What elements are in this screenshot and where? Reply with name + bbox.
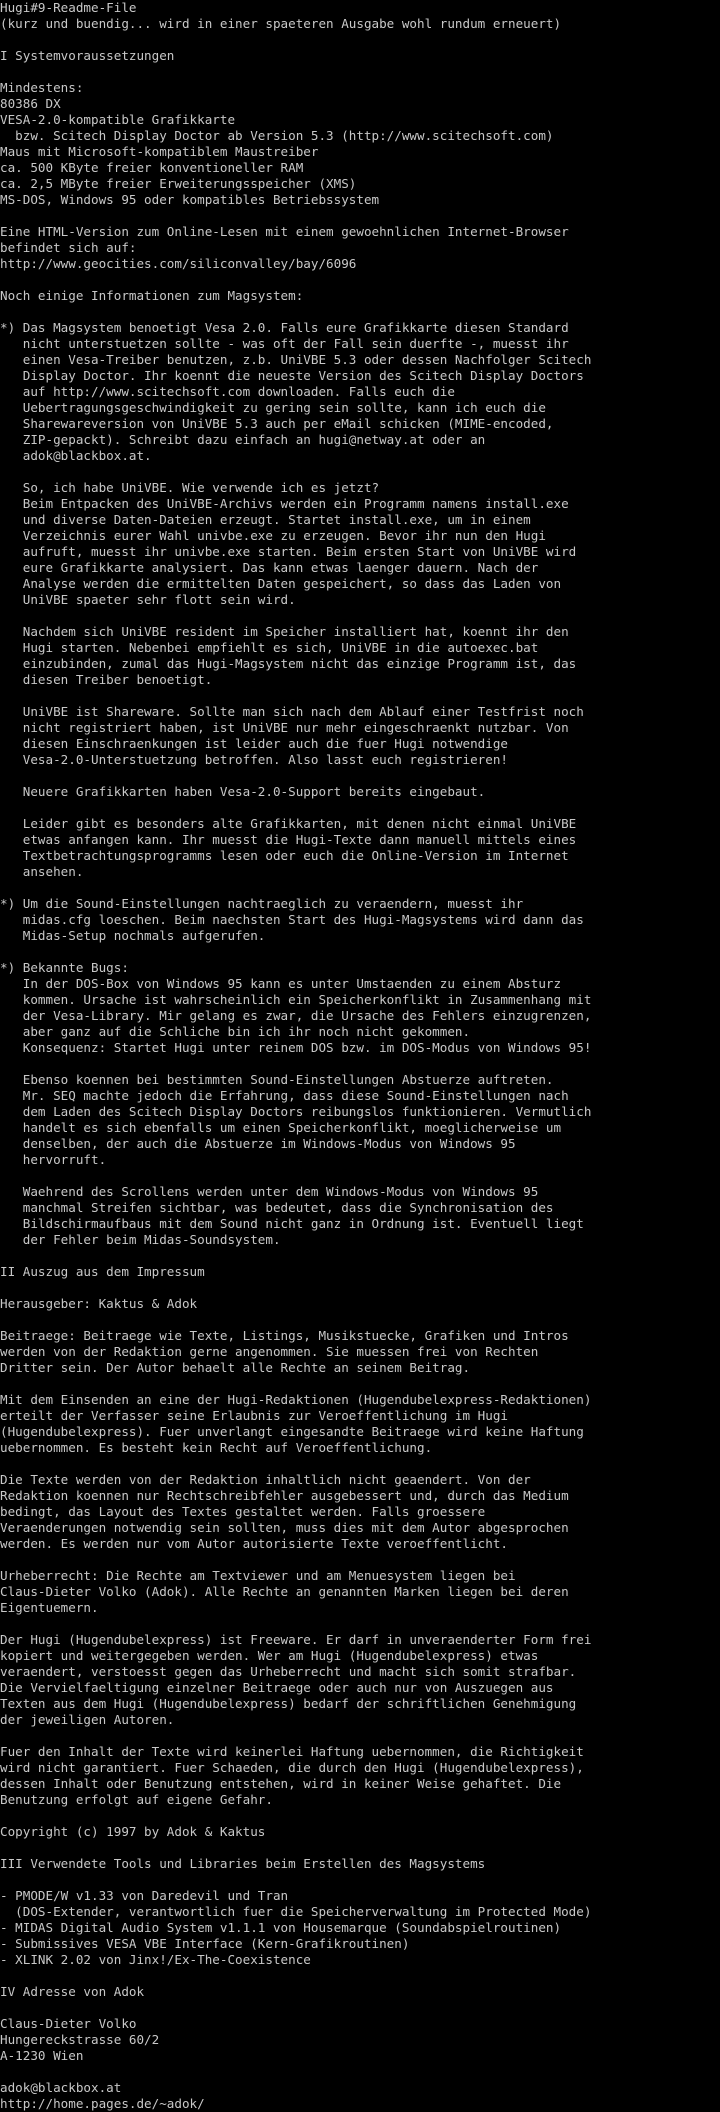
text-line: diesen Treiber benoetigt. — [0, 672, 213, 687]
text-line: Maus mit Microsoft-kompatiblem Maustreiber — [0, 144, 319, 159]
text-line: uebernommen. Es besteht kein Recht auf Veroeffentlichung. — [0, 1440, 433, 1455]
text-line: UniVBE spaeter sehr flott sein wird. — [0, 592, 296, 607]
text-line: II Auszug aus dem Impressum — [0, 1264, 205, 1279]
text-line: Herausgeber: Kaktus & Adok — [0, 1296, 198, 1311]
text-line: Vesa-2.0-Unterstuetzung betroffen. Also lasst euch registrieren! — [0, 752, 508, 767]
text-line: hervorruft. — [0, 1152, 107, 1167]
text-line: 80386 DX — [0, 96, 61, 111]
text-line: dem Laden des Scitech Display Doctors reibungslos funktionieren. Vermutlich — [0, 1104, 592, 1119]
text-line: So, ich habe UniVBE. Wie verwende ich es jetzt? — [0, 480, 380, 495]
text-line — [0, 304, 720, 320]
text-line: Beitraege: Beitraege wie Texte, Listings, Musikstuecke, Grafiken und Intros — [0, 1328, 569, 1343]
text-line — [0, 1968, 720, 1984]
text-line: III Verwendete Tools und Libraries beim Erstellen des Magsystems — [0, 1856, 486, 1871]
text-line — [0, 1280, 720, 1296]
text-line — [0, 1248, 720, 1264]
text-line: Texten aus dem Hugi (Hugendubelexpress) bedarf der schriftlichen Genehmigung — [0, 1696, 577, 1711]
text-line: UniVBE ist Shareware. Sollte man sich nach dem Ablauf einer Testfrist noch — [0, 704, 584, 719]
text-line: A-1230 Wien — [0, 2048, 84, 2063]
text-line — [0, 800, 720, 816]
text-line: adok@blackbox.at — [0, 2080, 122, 2095]
text-line: Analyse werden die ermittelten Daten gespeichert, so dass das Laden von — [0, 576, 562, 591]
text-line — [0, 272, 720, 288]
text-line: Verzeichnis eurer Wahl univbe.exe zu erzeugen. Bevor ihr nun den Hugi — [0, 528, 546, 543]
text-line: Eine HTML-Version zum Online-Lesen mit einem gewoehnlichen Internet-Browser — [0, 224, 569, 239]
text-line: http://home.pages.de/~adok/ — [0, 2096, 205, 2111]
text-line: ZIP-gepackt). Schreibt dazu einfach an hugi@netway.at oder an — [0, 432, 486, 447]
text-line: *) Das Magsystem benoetigt Vesa 2.0. Falls eure Grafikkarte diesen Standard — [0, 320, 569, 335]
text-line: Copyright (c) 1997 by Adok & Kaktus — [0, 1824, 266, 1839]
text-line: Bildschirmaufbaus mit dem Sound nicht ganz in Ordnung ist. Eventuell liegt — [0, 1216, 584, 1231]
text-line: Sharewareversion von UniVBE 5.3 auch per eMail schicken (MIME-encoded, — [0, 416, 554, 431]
text-line: http://www.geocities.com/siliconvalley/bay/6096 — [0, 256, 357, 271]
text-line: Mit dem Einsenden an eine der Hugi-Redaktionen (Hugendubelexpress-Redaktionen) — [0, 1392, 592, 1407]
text-line: denselben, der auch die Abstuerze im Windows-Modus von Windows 95 — [0, 1136, 516, 1151]
text-line — [0, 608, 720, 624]
text-line: Uebertragungsgeschwindigkeit zu gering sein sollte, kann ich euch die — [0, 400, 546, 415]
text-line: aufruft, muesst ihr univbe.exe starten. Beim ersten Start von UniVBE wird — [0, 544, 577, 559]
text-line — [0, 2064, 720, 2080]
text-line — [0, 1840, 720, 1856]
text-line: eure Grafikkarte analysiert. Das kann etwas laenger dauern. Nach der — [0, 560, 539, 575]
text-line — [0, 1616, 720, 1632]
text-line: etwas anfangen kann. Ihr muesst die Hugi-Texte dann manuell mittels eines — [0, 832, 577, 847]
text-line — [0, 64, 720, 80]
text-line — [0, 208, 720, 224]
text-line: Ebenso koennen bei bestimmten Sound-Einstellungen Abstuerze auftreten. — [0, 1072, 554, 1087]
text-line: bzw. Scitech Display Doctor ab Version 5.3 (http://www.scitechsoft.com) — [0, 128, 554, 143]
text-line: Mindestens: — [0, 80, 84, 95]
text-line — [0, 1728, 720, 1744]
text-line — [0, 32, 720, 48]
text-line: ca. 500 KByte freier konventioneller RAM — [0, 160, 304, 175]
text-line: Eigentuemern. — [0, 1600, 99, 1615]
text-line: Redaktion koennen nur Rechtschreibfehler ausgebessert und, durch das Medium — [0, 1488, 569, 1503]
text-line: Display Doctor. Ihr koennt die neueste Version des Scitech Display Doctors — [0, 368, 584, 383]
text-line: (DOS-Extender, verantwortlich fuer die Speicherverwaltung im Protected Mode) — [0, 1904, 592, 1919]
text-line — [0, 688, 720, 704]
text-line: - Submissives VESA VBE Interface (Kern-Grafikroutinen) — [0, 1936, 410, 1951]
text-line: midas.cfg loeschen. Beim naechsten Start des Hugi-Magsystems wird dann das — [0, 912, 584, 927]
text-line: dessen Inhalt oder Benutzung entstehen, wird in keiner Weise gehaftet. Die — [0, 1776, 562, 1791]
text-line: nicht registriert haben, ist UniVBE nur mehr eingeschraenkt nutzbar. Von — [0, 720, 569, 735]
text-line: Claus-Dieter Volko (Adok). Alle Rechte an genannten Marken liegen bei deren — [0, 1584, 569, 1599]
text-line: handelt es sich ebenfalls um einen Speicherkonflikt, moeglicherweise um — [0, 1120, 562, 1135]
text-line: werden von der Redaktion gerne angenommen. Sie muessen frei von Rechten — [0, 1344, 539, 1359]
text-line: *) Bekannte Bugs: — [0, 960, 129, 975]
text-line: Mr. SEQ machte jedoch die Erfahrung, dass diese Sound-Einstellungen nach — [0, 1088, 569, 1103]
text-line — [0, 1808, 720, 1824]
text-line: Fuer den Inhalt der Texte wird keinerlei Haftung uebernommen, die Richtigkeit — [0, 1744, 584, 1759]
text-line: I Systemvoraussetzungen — [0, 48, 175, 63]
text-line: Neuere Grafikkarten haben Vesa-2.0-Support bereits eingebaut. — [0, 784, 486, 799]
text-line: aber ganz auf die Schliche bin ich ihr noch nicht gekommen. — [0, 1024, 471, 1039]
text-line: der jeweiligen Autoren. — [0, 1712, 175, 1727]
text-line: Leider gibt es besonders alte Grafikkarten, mit denen nicht einmal UniVBE — [0, 816, 577, 831]
text-line: In der DOS-Box von Windows 95 kann es unter Umstaenden zu einem Absturz — [0, 976, 562, 991]
text-line: Nachdem sich UniVBE resident im Speicher installiert hat, koennt ihr den — [0, 624, 569, 639]
text-line: diesen Einschraenkungen ist leider auch die fuer Hugi notwendige — [0, 736, 508, 751]
text-line: Der Hugi (Hugendubelexpress) ist Freeware. Er darf in unveraenderter Form frei — [0, 1632, 592, 1647]
text-line: Hugi#9-Readme-File — [0, 0, 137, 15]
text-line — [0, 1872, 720, 1888]
text-line: Noch einige Informationen zum Magsystem: — [0, 288, 304, 303]
text-line: und diverse Daten-Dateien erzeugt. Startet install.exe, um in einem — [0, 512, 531, 527]
text-line — [0, 1056, 720, 1072]
text-line: der Fehler beim Midas-Soundsystem. — [0, 1232, 281, 1247]
text-line: Konsequenz: Startet Hugi unter reinem DOS bzw. im DOS-Modus von Windows 95! — [0, 1040, 592, 1055]
text-line: Hugi starten. Nebenbei empfiehlt es sich, UniVBE in die autoexec.bat — [0, 640, 539, 655]
text-line: Die Vervielfaeltigung einzelner Beitraege oder auch nur von Auszuegen aus — [0, 1680, 554, 1695]
text-line: Midas-Setup nochmals aufgerufen. — [0, 928, 266, 943]
text-line — [0, 1552, 720, 1568]
text-line — [0, 1456, 720, 1472]
text-line: adok@blackbox.at. — [0, 448, 152, 463]
text-line: befindet sich auf: — [0, 240, 137, 255]
text-line: kopiert und weitergegeben werden. Wer am Hugi (Hugendubelexpress) etwas — [0, 1648, 539, 1663]
text-line: - XLINK 2.02 von Jinx!/Ex-The-Coexistence — [0, 1952, 311, 1967]
text-line — [0, 2000, 720, 2016]
text-line: Hungereckstrasse 60/2 — [0, 2032, 160, 2047]
text-line: VESA-2.0-kompatible Grafikkarte — [0, 112, 236, 127]
text-line: - PMODE/W v1.33 von Daredevil und Tran — [0, 1888, 289, 1903]
text-line — [0, 944, 720, 960]
text-line: Urheberrecht: Die Rechte am Textviewer und am Menuesystem liegen bei — [0, 1568, 516, 1583]
text-line: wird nicht garantiert. Fuer Schaeden, die durch den Hugi (Hugendubelexpress), — [0, 1760, 584, 1775]
text-line: veraendert, verstoesst gegen das Urheberrecht und macht sich somit strafbar. — [0, 1664, 577, 1679]
text-line: ansehen. — [0, 864, 84, 879]
text-line: manchmal Streifen sichtbar, was bedeutet, dass die Synchronisation des — [0, 1200, 554, 1215]
text-line: Beim Entpacken des UniVBE-Archivs werden ein Programm namens install.exe — [0, 496, 569, 511]
text-line: Dritter sein. Der Autor behaelt alle Rechte an seinem Beitrag. — [0, 1360, 471, 1375]
text-line: (Hugendubelexpress). Fuer unverlangt eingesandte Beitraege wird keine Haftung — [0, 1424, 584, 1439]
text-line: (kurz und buendig... wird in einer spaeteren Ausgabe wohl rundum erneuert) — [0, 16, 562, 31]
text-line: der Vesa-Library. Mir gelang es zwar, die Ursache des Fehlers einzugrenzen, — [0, 1008, 592, 1023]
text-line: Claus-Dieter Volko — [0, 2016, 137, 2031]
text-line — [0, 1312, 720, 1328]
text-line — [0, 880, 720, 896]
text-line — [0, 768, 720, 784]
text-line: werden. Es werden nur vom Autor autorisierte Texte veroeffentlicht. — [0, 1536, 508, 1551]
text-line: nicht unterstuetzen sollte - was oft der Fall sein duerfte -, muesst ihr — [0, 336, 569, 351]
text-line: Veraenderungen notwendig sein sollten, muss dies mit dem Autor abgesprochen — [0, 1520, 569, 1535]
text-line: einzubinden, zumal das Hugi-Magsystem nicht das einzige Programm ist, das — [0, 656, 577, 671]
text-line: ca. 2,5 MByte freier Erweiterungsspeicher (XMS) — [0, 176, 357, 191]
text-line: Benutzung erfolgt auf eigene Gefahr. — [0, 1792, 273, 1807]
text-line: erteilt der Verfasser seine Erlaubnis zur Veroeffentlichung im Hugi — [0, 1408, 508, 1423]
text-line: - MIDAS Digital Audio System v1.1.1 von Housemarque (Soundabspielroutinen) — [0, 1920, 562, 1935]
text-line: einen Vesa-Treiber benutzen, z.b. UniVBE 5.3 oder dessen Nachfolger Scitech — [0, 352, 592, 367]
text-line: bedingt, das Layout des Textes gestaltet werden. Falls groessere — [0, 1504, 486, 1519]
text-line — [0, 464, 720, 480]
text-line: Textbetrachtungsprogramms lesen oder euch die Online-Version im Internet — [0, 848, 569, 863]
text-line: *) Um die Sound-Einstellungen nachtraeglich zu veraendern, muesst ihr — [0, 896, 524, 911]
text-line: MS-DOS, Windows 95 oder kompatibles Betriebssystem — [0, 192, 380, 207]
text-line: IV Adresse von Adok — [0, 1984, 145, 1999]
text-line: kommen. Ursache ist wahrscheinlich ein Speicherkonflikt in Zusammenhang mit — [0, 992, 592, 1007]
text-line: Die Texte werden von der Redaktion inhaltlich nicht geaendert. Von der — [0, 1472, 531, 1487]
text-line — [0, 1168, 720, 1184]
text-line — [0, 1376, 720, 1392]
text-line: auf http://www.scitechsoft.com downloaden. Falls euch die — [0, 384, 455, 399]
text-line: Waehrend des Scrollens werden unter dem Windows-Modus von Windows 95 — [0, 1184, 539, 1199]
